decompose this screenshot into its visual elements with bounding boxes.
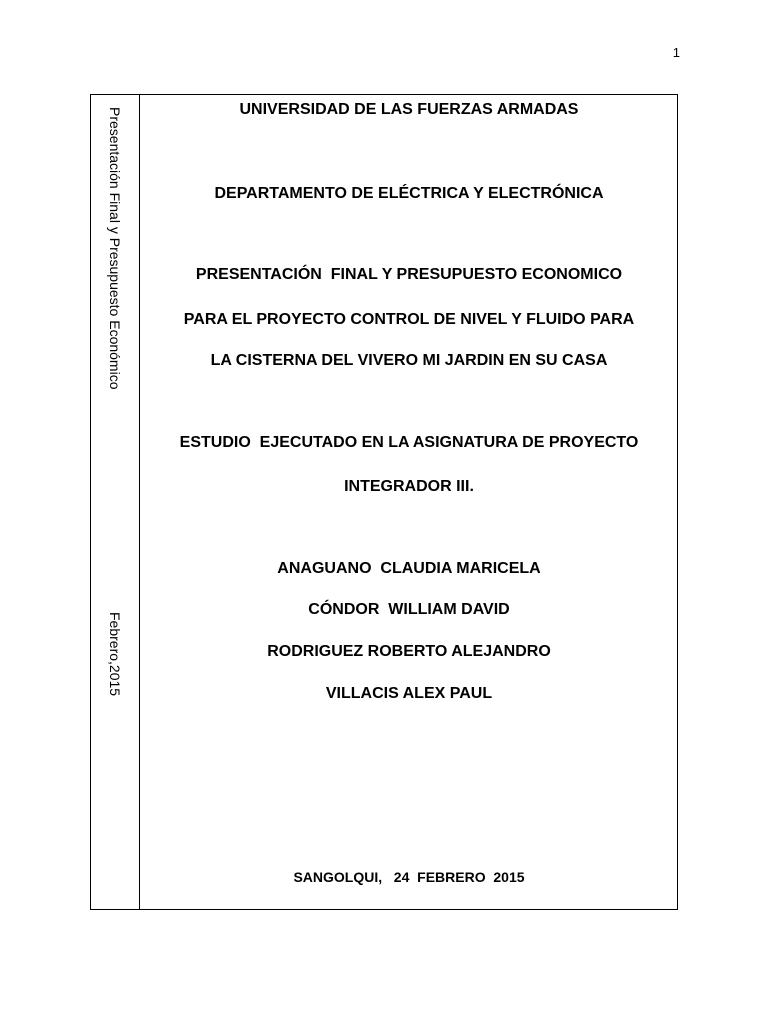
university-name: UNIVERSIDAD DE LAS FUERZAS ARMADAS (239, 101, 579, 118)
place-date: SANGOLQUI, 24 FEBRERO 2015 (293, 869, 525, 885)
title-line-2: PARA EL PROYECTO CONTROL DE NIVEL Y FLUIDO PARA (183, 311, 635, 328)
study-line-1: ESTUDIO EJECUTADO EN LA ASIGNATURA DE PROYECTO (179, 434, 639, 451)
title-line-3: LA CISTERNA DEL VIVERO MI JARDIN EN SU CASA (210, 352, 608, 369)
department-name: DEPARTAMENTO DE ELÉCTRICA Y ELECTRÓNICA (214, 185, 604, 202)
cover-content (140, 95, 678, 909)
cover-frame (90, 94, 678, 910)
page-number: 1 (672, 45, 680, 60)
spine-date: Febrero,2015 (107, 612, 123, 697)
study-line-2: INTEGRADOR III. (344, 478, 474, 495)
author-4: VILLACIS ALEX PAUL (325, 685, 493, 702)
title-line-1: PRESENTACIÓN FINAL Y PRESUPUESTO ECONOMICO (195, 266, 623, 283)
spine-title: Presentación Final y Presupuesto Económico (107, 107, 123, 390)
author-3: RODRIGUEZ ROBERTO ALEJANDRO (267, 643, 551, 660)
spine-column (91, 95, 140, 909)
author-1: ANAGUANO CLAUDIA MARICELA (277, 560, 541, 577)
author-2: CÓNDOR WILLIAM DAVID (308, 601, 510, 618)
